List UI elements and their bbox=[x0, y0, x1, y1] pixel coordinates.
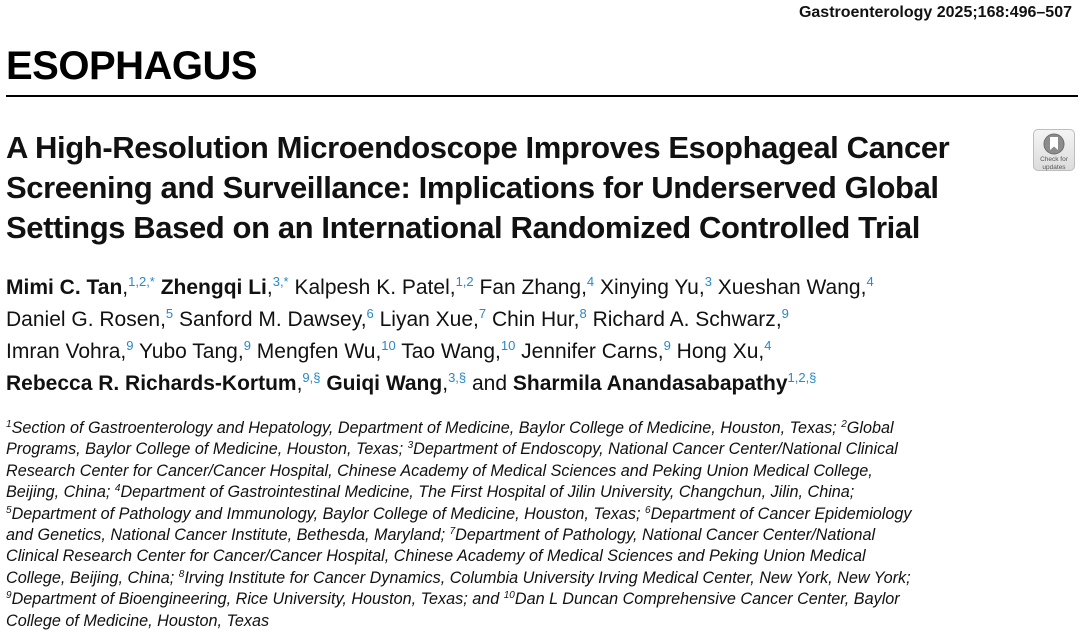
affiliation-text: Department of Bioengineering, Rice University, Houston, Texas; and bbox=[11, 590, 504, 609]
section-divider bbox=[6, 95, 1078, 97]
affiliation-text: Section of Gastroenterology and Hepatology, Department of Medicine, Baylor College of Medicine, Houston, Texas; bbox=[11, 419, 842, 437]
author-affiliation-marker[interactable]: 7 bbox=[478, 306, 487, 321]
author-name[interactable]: Hong Xu bbox=[676, 340, 759, 363]
section-heading: ESOPHAGUS bbox=[6, 44, 258, 88]
journal-citation: Gastroenterology 2025;168:496–507 bbox=[798, 4, 1072, 21]
author-name[interactable]: Kalpesh K. Patel bbox=[294, 276, 450, 299]
author-affiliation-marker[interactable]: 3,* bbox=[272, 274, 289, 289]
author-affiliation-marker[interactable]: 10 bbox=[500, 338, 516, 353]
article-title-line: Settings Based on an International Randomized Controlled Trial bbox=[6, 210, 920, 245]
author-name[interactable]: Chin Hur bbox=[491, 308, 574, 331]
author-line: Mimi C. Tan,$^{1,2,*}$ Zhengqi Li,$^{3,*}$ Kalpesh K. Patel,$^{1,2}$ Fan Zhang,$^4$ Xinying Yu,$^3$ Xueshan Wang,$^4$ bbox=[6, 274, 874, 299]
affiliation-marker: 8 bbox=[178, 568, 185, 580]
author-affiliation-marker[interactable]: 1,2 bbox=[455, 274, 474, 289]
affiliation-line bbox=[6, 482, 1078, 503]
affiliation-marker: 10 bbox=[503, 590, 515, 602]
author-affiliation-marker[interactable]: 5 bbox=[165, 306, 174, 321]
author-affiliation-marker[interactable]: 9 bbox=[781, 306, 789, 321]
affiliations bbox=[6, 418, 1078, 632]
author-affiliation-marker[interactable]: 1,2,§ bbox=[787, 370, 817, 385]
author-affiliation-marker[interactable]: 9 bbox=[663, 338, 671, 353]
author-name[interactable]: Xueshan Wang bbox=[717, 276, 861, 299]
author-name[interactable]: Mimi C. Tan bbox=[6, 276, 123, 299]
article-title bbox=[6, 128, 1016, 248]
article-title-line: A High-Resolution Microendoscope Improves Esophageal Cancer bbox=[6, 130, 950, 165]
affiliation-line bbox=[6, 418, 1078, 439]
affiliation-text: Department of Pathology, National Cancer Center/National bbox=[455, 526, 876, 545]
affiliation-text: Department of Pathology and Immunology, Baylor College of Medicine, Houston, Texas; bbox=[11, 504, 646, 523]
author-name[interactable]: Xinying Yu bbox=[600, 276, 699, 299]
author-name[interactable]: Sanford M. Dawsey bbox=[179, 308, 361, 331]
affiliation-line bbox=[6, 568, 1078, 589]
affiliation-marker: 6 bbox=[645, 504, 651, 516]
affiliation-text: and Genetics, National Cancer Institute, Bethesda, Maryland; bbox=[6, 526, 450, 545]
check-for-updates-badge[interactable] bbox=[1033, 129, 1075, 171]
affiliation-text: College of Medicine, Houston, Texas bbox=[6, 611, 270, 630]
author-affiliation-marker[interactable]: 1,2,* bbox=[128, 274, 155, 289]
author-affiliation-marker[interactable]: 3,§ bbox=[448, 370, 467, 385]
affiliation-text: Department of Cancer Epidemiology bbox=[650, 504, 912, 523]
author-affiliation-marker[interactable]: 4 bbox=[764, 338, 772, 353]
affiliation-text: Irving Institute for Cancer Dynamics, Columbia University Irving Medical Center, New York, New York; bbox=[184, 568, 911, 587]
affiliation-line bbox=[6, 504, 1078, 525]
author-affiliation-marker[interactable]: 4 bbox=[586, 274, 595, 289]
affiliation-line bbox=[6, 611, 1078, 632]
author-line: Imran Vohra,$^9$ Yubo Tang,$^9$ Mengfen Wu,$^{10}$ Tao Wang,$^{10}$ Jennifer Carns,$^9$ Hong Xu,$^4$ bbox=[6, 338, 772, 363]
affiliation-text: Global bbox=[846, 419, 894, 437]
author-name[interactable]: Mengfen Wu bbox=[256, 340, 376, 363]
affiliation-text: Programs, Baylor College of Medicine, Houston, Texas; bbox=[6, 440, 408, 459]
author-name[interactable]: Daniel G. Rosen bbox=[6, 308, 161, 331]
affiliation-text: Beijing, China; bbox=[6, 483, 115, 502]
check-for-updates-icon bbox=[1043, 133, 1065, 155]
badge-label: Check for bbox=[1040, 156, 1068, 163]
affiliation-line bbox=[6, 546, 1078, 567]
badge-label: updates bbox=[1042, 164, 1066, 171]
author-name[interactable]: Guiqi Wang bbox=[326, 372, 443, 395]
author-name[interactable]: Tao Wang bbox=[401, 340, 496, 363]
author-name[interactable]: Jennifer Carns bbox=[521, 340, 658, 363]
author-name[interactable]: Liyan Xue bbox=[379, 308, 474, 331]
affiliation-text: Department of Gastrointestinal Medicine, The First Hospital of Jilin University, Changchun, Jilin, China; bbox=[120, 483, 855, 502]
author-line: Daniel G. Rosen,$^5$ Sanford M. Dawsey,$^6$ Liyan Xue,$^7$ Chin Hur,$^8$ Richard A. Schwarz,$^9$ bbox=[6, 306, 789, 331]
author-name[interactable]: Sharmila Anandasabapathy bbox=[512, 372, 788, 395]
author-name[interactable]: Rebecca R. Richards-Kortum bbox=[6, 372, 297, 395]
article-title-line: Screening and Surveillance: Implications for Underserved Global bbox=[6, 170, 939, 205]
author-affiliation-marker[interactable]: 8 bbox=[579, 306, 587, 321]
affiliation-text: Dan L Duncan Comprehensive Cancer Center, Baylor bbox=[514, 590, 900, 609]
affiliation-marker: 1 bbox=[6, 419, 12, 430]
affiliation-line bbox=[6, 525, 1078, 546]
affiliation-text: College, Beijing, China; bbox=[6, 568, 179, 587]
author-line: Rebecca R. Richards-Kortum,$^{9,\S}$ Guiqi Wang,$^{3,\S}$ and Sharmila Anandasabapathy$^{1,2,\S}$ bbox=[6, 370, 817, 395]
author-affiliation-marker[interactable]: 3 bbox=[704, 274, 712, 289]
affiliation-marker: 7 bbox=[449, 526, 456, 538]
affiliation-text: Research Center for Cancer/Cancer Hospital, Chinese Academy of Medical Sciences and Peking Union Medical College, bbox=[6, 461, 873, 480]
author-affiliation-marker[interactable]: 4 bbox=[866, 274, 874, 289]
author-name[interactable]: Zhengqi Li bbox=[160, 276, 267, 299]
author-name[interactable]: Richard A. Schwarz bbox=[592, 308, 776, 331]
author-affiliation-marker[interactable]: 9,§ bbox=[302, 370, 321, 385]
affiliation-marker: 4 bbox=[114, 483, 121, 495]
affiliation-line bbox=[6, 439, 1078, 460]
author-name[interactable]: Fan Zhang bbox=[479, 276, 582, 299]
author-affiliation-marker[interactable]: 10 bbox=[381, 338, 396, 353]
author-affiliation-marker[interactable]: 6 bbox=[366, 306, 374, 321]
author-name[interactable]: Yubo Tang bbox=[138, 340, 238, 363]
affiliation-marker: 3 bbox=[407, 440, 414, 452]
author-list bbox=[6, 272, 1076, 400]
author-affiliation-marker[interactable]: 9 bbox=[243, 338, 251, 353]
affiliation-line bbox=[6, 589, 1078, 610]
affiliation-line bbox=[6, 461, 1078, 482]
affiliation-text: Department of Endoscopy, National Cancer Center/National Clinical bbox=[413, 440, 898, 459]
affiliation-marker: 5 bbox=[6, 504, 12, 516]
affiliation-text: Clinical Research Center for Cancer/Cancer Hospital, Chinese Academy of Medical Sciences and Peking Union Medical bbox=[6, 547, 866, 566]
author-affiliation-marker[interactable]: 9 bbox=[126, 338, 134, 353]
affiliation-marker: 2 bbox=[841, 419, 847, 430]
affiliation-marker: 9 bbox=[6, 590, 12, 602]
author-name[interactable]: Imran Vohra bbox=[6, 340, 121, 363]
